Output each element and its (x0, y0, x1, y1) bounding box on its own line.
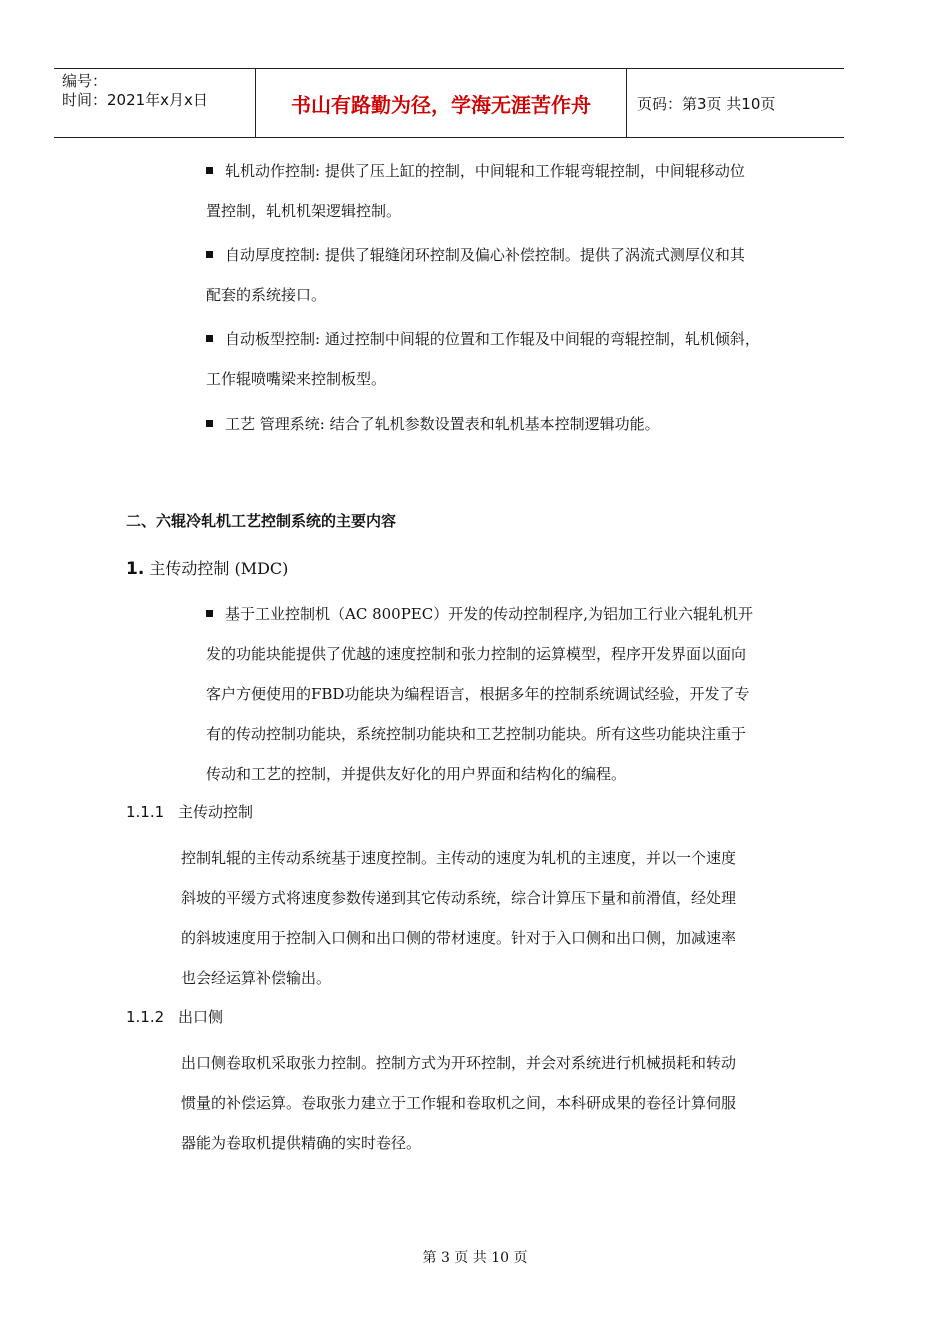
subsection-1-1-1-number: 1.1.1 (126, 803, 165, 821)
bullet-square-icon (206, 420, 213, 427)
number-label: 编号： (62, 72, 108, 90)
paragraph-line: 惯量的补偿运算。卷取张力建立于工作辊和卷取机之间，本科研成果的卷径计算伺服 (181, 1094, 737, 1112)
bullet-text-cont: 客户方便使用的FBD功能块为编程语言，根据多年的控制系统调试经验，开发了专 (206, 685, 750, 703)
paragraph-line: 斜坡的平缓方式将速度参数传递到其它传动系统，综合计算压下量和前滑值，经处理 (181, 889, 737, 907)
bullet-square-icon (206, 167, 213, 174)
bullet-text-cont: 配套的系统接口。 (206, 286, 327, 304)
bullet-square-icon (206, 610, 213, 617)
bullet-rolling-action (206, 151, 806, 231)
bullet-text: 自动板型控制: 通过控制中间辊的位置和工作辊及中间辊的弯辊控制，轧机倾斜， (225, 330, 760, 348)
time-label: 时间：2021年x月x日 (62, 91, 208, 109)
paragraph-line: 的斜坡速度用于控制入口侧和出口侧的带材速度。针对于入口侧和出口侧，加减速率 (181, 929, 737, 947)
bullet-text-cont: 有的传动控制功能块，系统控制功能块和工艺控制功能块。所有这些功能块注重于 (206, 725, 747, 743)
subsection-1-text: 主传动控制 (MDC) (149, 559, 289, 578)
page-footer: 第 3 页 共 10 页 (422, 1250, 528, 1266)
paragraph-exit-side (181, 1043, 811, 1163)
subsection-1-1-2-title (126, 1006, 223, 1027)
subsection-1-1-2-text: 出口侧 (178, 1008, 224, 1026)
paragraph-line: 出口侧卷取机采取张力控制。控制方式为开环控制，并会对系统进行机械损耗和转动 (181, 1054, 737, 1072)
subsection-1-1-1-text: 主传动控制 (178, 803, 254, 821)
bullet-text: 基于工业控制机（AC 800PEC）开发的传动控制程序,为铝加工行业六辊轧机开 (225, 605, 753, 623)
paragraph-line: 控制轧辊的主传动系统基于速度控制。主传动的速度为轧机的主速度，并以一个速度 (181, 849, 737, 867)
bullet-flatness (206, 319, 806, 399)
header-page-info: 页码：第3页 共10页 (637, 94, 776, 113)
bullet-text-cont: 工作辊喷嘴梁来控制板型。 (206, 370, 387, 388)
bullet-text-cont: 传动和工艺的控制，并提供友好化的用户界面和结构化的编程。 (206, 765, 627, 783)
bullet-text-cont: 置控制，轧机机架逻辑控制。 (206, 202, 402, 220)
subsection-1-number: 1. (126, 559, 145, 579)
paragraph-line: 也会经运算补偿输出。 (181, 969, 332, 987)
subsection-1-1-2-number: 1.1.2 (126, 1008, 165, 1026)
header-motto: 书山有路勤为径，学海无涯苦作舟 (255, 69, 627, 137)
subsection-1-1-1-title (126, 801, 253, 822)
bullet-text: 工艺 管理系统: 结合了轧机参数设置表和轧机基本控制逻辑功能。 (225, 415, 660, 433)
section-title: 二、六辊冷轧机工艺控制系统的主要内容 (126, 512, 397, 530)
paragraph-line: 器能为卷取机提供精确的实时卷径。 (181, 1134, 422, 1152)
bullet-text: 自动厚度控制: 提供了辊缝闭环控制及偏心补偿控制。提供了涡流式测厚仪和其 (225, 246, 745, 264)
header-meta (54, 69, 254, 137)
paragraph-main-drive (181, 838, 811, 998)
bullet-text-cont: 发的功能块能提供了优越的速度控制和张力控制的运算模型，程序开发界面以面向 (206, 645, 747, 663)
bullet-square-icon (206, 335, 213, 342)
page-header (54, 68, 844, 138)
bullet-mdc-description (206, 594, 806, 794)
bullet-thickness (206, 235, 806, 315)
bullet-process-mgmt (206, 404, 806, 444)
bullet-square-icon (206, 251, 213, 258)
bullet-text: 轧机动作控制: 提供了压上缸的控制，中间辊和工作辊弯辊控制，中间辊移动位 (225, 162, 745, 180)
subsection-1-title (126, 556, 288, 579)
